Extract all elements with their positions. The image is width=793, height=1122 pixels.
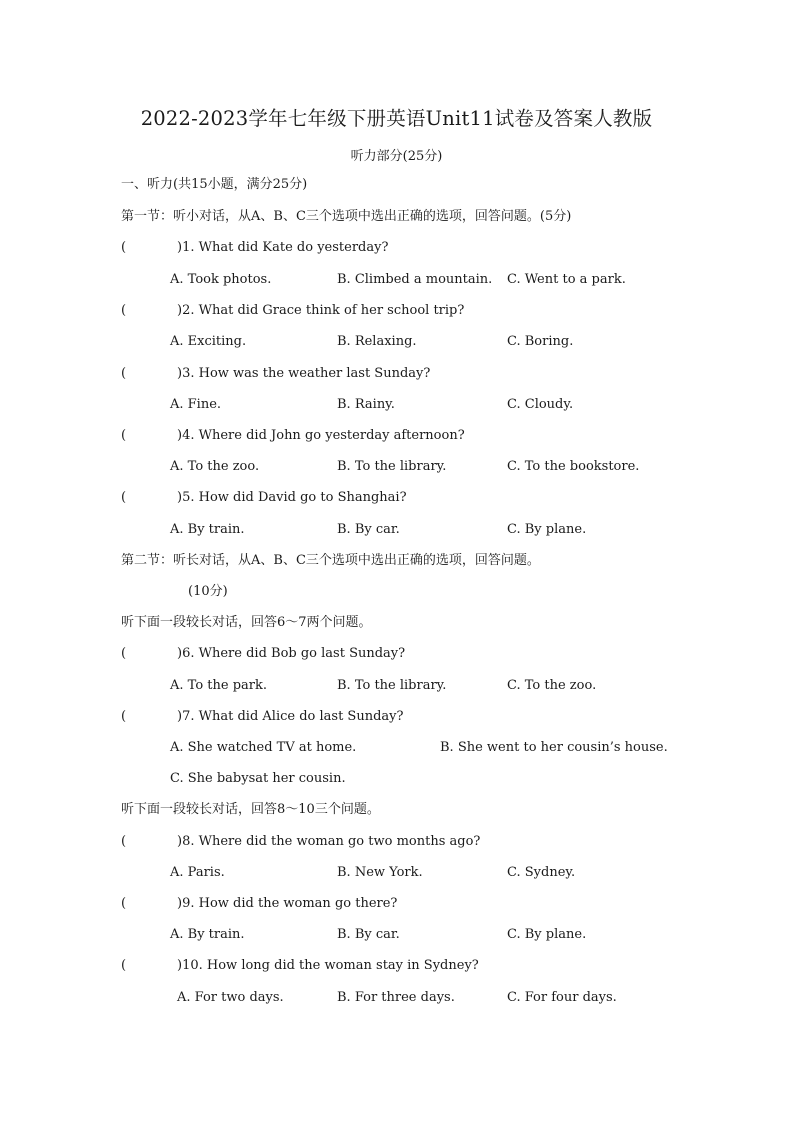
question-8 bbox=[121, 834, 480, 850]
question-number: )5. bbox=[177, 490, 195, 505]
option-a: A. By train. bbox=[170, 522, 245, 537]
option-c: C. Cloudy. bbox=[507, 397, 574, 412]
option-b: B. By car. bbox=[337, 522, 400, 537]
question-text: What did Grace think of her school trip? bbox=[198, 303, 465, 318]
answer-blank[interactable]: ( bbox=[121, 834, 127, 849]
question-text: How did the woman go there? bbox=[198, 896, 398, 911]
option-c: C. For four days. bbox=[507, 990, 617, 1005]
option-a: A. Took photos. bbox=[170, 272, 272, 287]
option-a: A. Paris. bbox=[170, 865, 225, 880]
listening-subtitle: 听力部分(25分) bbox=[350, 149, 443, 164]
question-text: Where did the woman go two months ago? bbox=[198, 834, 481, 849]
answer-blank[interactable]: ( bbox=[121, 958, 127, 973]
option-a: A. Fine. bbox=[170, 397, 222, 412]
option-b: B. She went to her cousin’s house. bbox=[440, 740, 668, 755]
question-10 bbox=[121, 958, 479, 974]
question-text: How was the weather last Sunday? bbox=[198, 366, 431, 381]
section2-instruction: 第二节：听长对话，从A、B、C三个选项中选出正确的选项，回答问题。 bbox=[121, 553, 540, 568]
dialog-8-10-instruction: 听下面一段较长对话，回答8～10三个问题。 bbox=[121, 802, 380, 817]
question-7 bbox=[121, 709, 403, 725]
option-b: B. To the library. bbox=[337, 459, 447, 474]
question-text: Where did John go yesterday afternoon? bbox=[198, 428, 465, 443]
question-number: )8. bbox=[177, 834, 195, 849]
document-title: 2022-2023学年七年级下册英语Unit11试卷及答案人教版 bbox=[140, 107, 653, 130]
option-b: B. For three days. bbox=[337, 990, 455, 1005]
question-1 bbox=[121, 240, 388, 256]
option-b: B. To the library. bbox=[337, 678, 447, 693]
option-b: B. Relaxing. bbox=[337, 334, 417, 349]
question-number: )2. bbox=[177, 303, 195, 318]
dialog-6-7-instruction: 听下面一段较长对话，回答6～7两个问题。 bbox=[121, 615, 372, 630]
answer-blank[interactable]: ( bbox=[121, 490, 127, 505]
option-c: C. Went to a park. bbox=[507, 272, 626, 287]
section1-instruction: 第一节：听小对话，从A、B、C三个选项中选出正确的选项，回答问题。(5分) bbox=[121, 209, 572, 224]
option-b: B. Rainy. bbox=[337, 397, 395, 412]
question-number: )6. bbox=[177, 646, 195, 661]
option-c: C. By plane. bbox=[507, 927, 587, 942]
option-c: C. To the bookstore. bbox=[507, 459, 640, 474]
answer-blank[interactable]: ( bbox=[121, 709, 127, 724]
question-2 bbox=[121, 303, 464, 319]
question-text: Where did Bob go last Sunday? bbox=[198, 646, 406, 661]
question-text: How did David go to Shanghai? bbox=[198, 490, 407, 505]
option-b: B. New York. bbox=[337, 865, 423, 880]
section2-points: (10分) bbox=[188, 584, 228, 599]
part1-heading: 一、听力(共15小题，满分25分) bbox=[121, 177, 308, 192]
option-c: C. To the zoo. bbox=[507, 678, 597, 693]
question-5 bbox=[121, 490, 407, 506]
question-text: How long did the woman stay in Sydney? bbox=[206, 958, 479, 973]
answer-blank[interactable]: ( bbox=[121, 366, 127, 381]
option-a: A. For two days. bbox=[177, 990, 284, 1005]
question-number: )9. bbox=[177, 896, 195, 911]
question-number: )10. bbox=[177, 958, 203, 973]
question-number: )3. bbox=[177, 366, 195, 381]
option-a: A. She watched TV at home. bbox=[170, 740, 357, 755]
answer-blank[interactable]: ( bbox=[121, 896, 127, 911]
question-text: What did Kate do yesterday? bbox=[198, 240, 389, 255]
question-number: )1. bbox=[177, 240, 195, 255]
option-c: C. Sydney. bbox=[507, 865, 576, 880]
question-number: )4. bbox=[177, 428, 195, 443]
question-9 bbox=[121, 896, 397, 912]
question-6 bbox=[121, 646, 405, 662]
option-b: B. By car. bbox=[337, 927, 400, 942]
option-a: A. Exciting. bbox=[170, 334, 247, 349]
option-c: C. She babysat her cousin. bbox=[170, 771, 346, 786]
answer-blank[interactable]: ( bbox=[121, 240, 127, 255]
option-a: A. By train. bbox=[170, 927, 245, 942]
answer-blank[interactable]: ( bbox=[121, 646, 127, 661]
question-3 bbox=[121, 366, 430, 382]
answer-blank[interactable]: ( bbox=[121, 428, 127, 443]
option-b: B. Climbed a mountain. bbox=[337, 272, 493, 287]
question-number: )7. bbox=[177, 709, 195, 724]
option-c: C. Boring. bbox=[507, 334, 574, 349]
option-c: C. By plane. bbox=[507, 522, 587, 537]
answer-blank[interactable]: ( bbox=[121, 303, 127, 318]
option-a: A. To the zoo. bbox=[170, 459, 260, 474]
option-a: A. To the park. bbox=[170, 678, 267, 693]
question-4 bbox=[121, 428, 465, 444]
question-text: What did Alice do last Sunday? bbox=[198, 709, 404, 724]
